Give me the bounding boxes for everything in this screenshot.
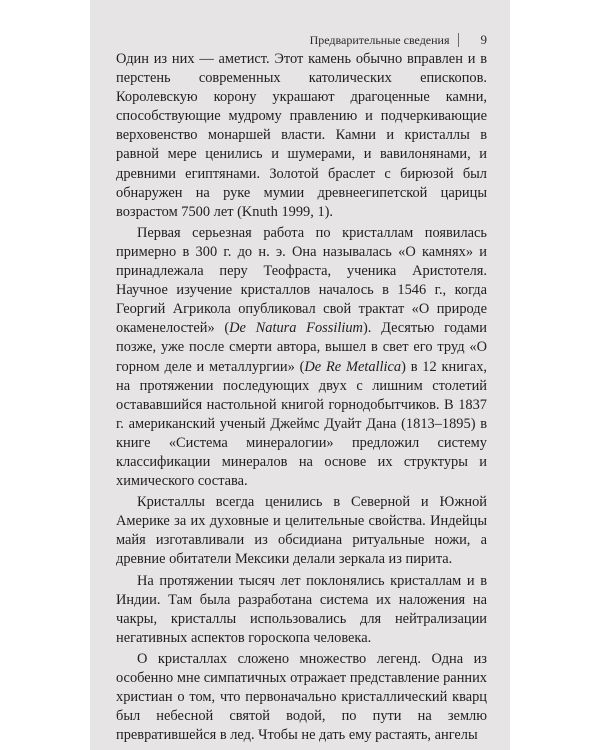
running-head bbox=[222, 30, 487, 50]
page-number: 9 bbox=[480, 32, 487, 47]
running-head-title: Предварительные сведения bbox=[309, 32, 450, 47]
text-run: На протяжении тысяч лет поклонялись кристаллам и в Индии. Там была разработана система их наложения на чакры, кристаллы использовались для нейтрализации негативных аспектов гороскопа человека. bbox=[116, 572, 487, 646]
text-run: Один из них — аметист. Этот камень обычно вправлен и в перстень современных католических епископов. Королевскую корону украшают драгоценные камни, способствующие мудрому правлению и подчеркивающие верховенство монаршей власти. Камни и кристаллы в равной мере ценились и шумерами, и вавилонянами, и древними египтянами. Золотой браслет с бирюзой был обнаружен на руке мумии древнеегипетской царицы возрастом 7500 лет (Knuth 1999, 1). bbox=[116, 51, 487, 220]
paragraph bbox=[116, 572, 487, 648]
paragraph bbox=[116, 50, 487, 222]
running-head-divider bbox=[458, 33, 459, 47]
text-run: ). Десятью годами позже, уже после смерти автора, вышел в свет его труд «О горном деле и металлургии» ( bbox=[116, 320, 487, 375]
text-run: О кристаллах сложено множество легенд. Одна из особенно мне симпатичных отражает представление ранних христиан о том, что первоначально кристаллический кварц был небесной святой водой, по пути на землю превратившейся в лед. Чтобы не дать ему растаять, ангелы bbox=[116, 650, 487, 744]
text-run: Кристаллы всегда ценились в Северной и Южной Америке за их духовные и целительные свойства. Индейцы майя изготавливали из обсидиана ритуальные ножи, а древние обитатели Мексики делали зеркала из пирита. bbox=[116, 494, 487, 568]
body-text bbox=[116, 50, 487, 745]
paragraph bbox=[116, 224, 487, 491]
latin-title: De Natura Fossilium bbox=[229, 320, 363, 337]
paragraph bbox=[116, 650, 487, 745]
paragraph bbox=[116, 493, 487, 569]
text-run: Первая серьезная работа по кристаллам появилась примерно в 300 г. до н. э. Она называлась «О камнях» и принадлежала перу Теофраста, ученика Аристотеля. Научное изучение кристаллов началось в 1546 г., когда Георгий Агрикола опубликовал свой трактат «О природе окаменелостей» ( bbox=[116, 224, 487, 337]
text-run: ) в 12 книгах, на протяжении последующих двух с лишним столетий остававшийся настольной книгой горнодобытчиков. В 1837 г. американский ученый Джеймс Дуайт Дана (1813–1895) в книге «Система минералогии» предложил систему классификации минералов на основе их структуры и химического состава. bbox=[116, 358, 487, 490]
latin-title: De Re Metallica bbox=[304, 358, 402, 375]
